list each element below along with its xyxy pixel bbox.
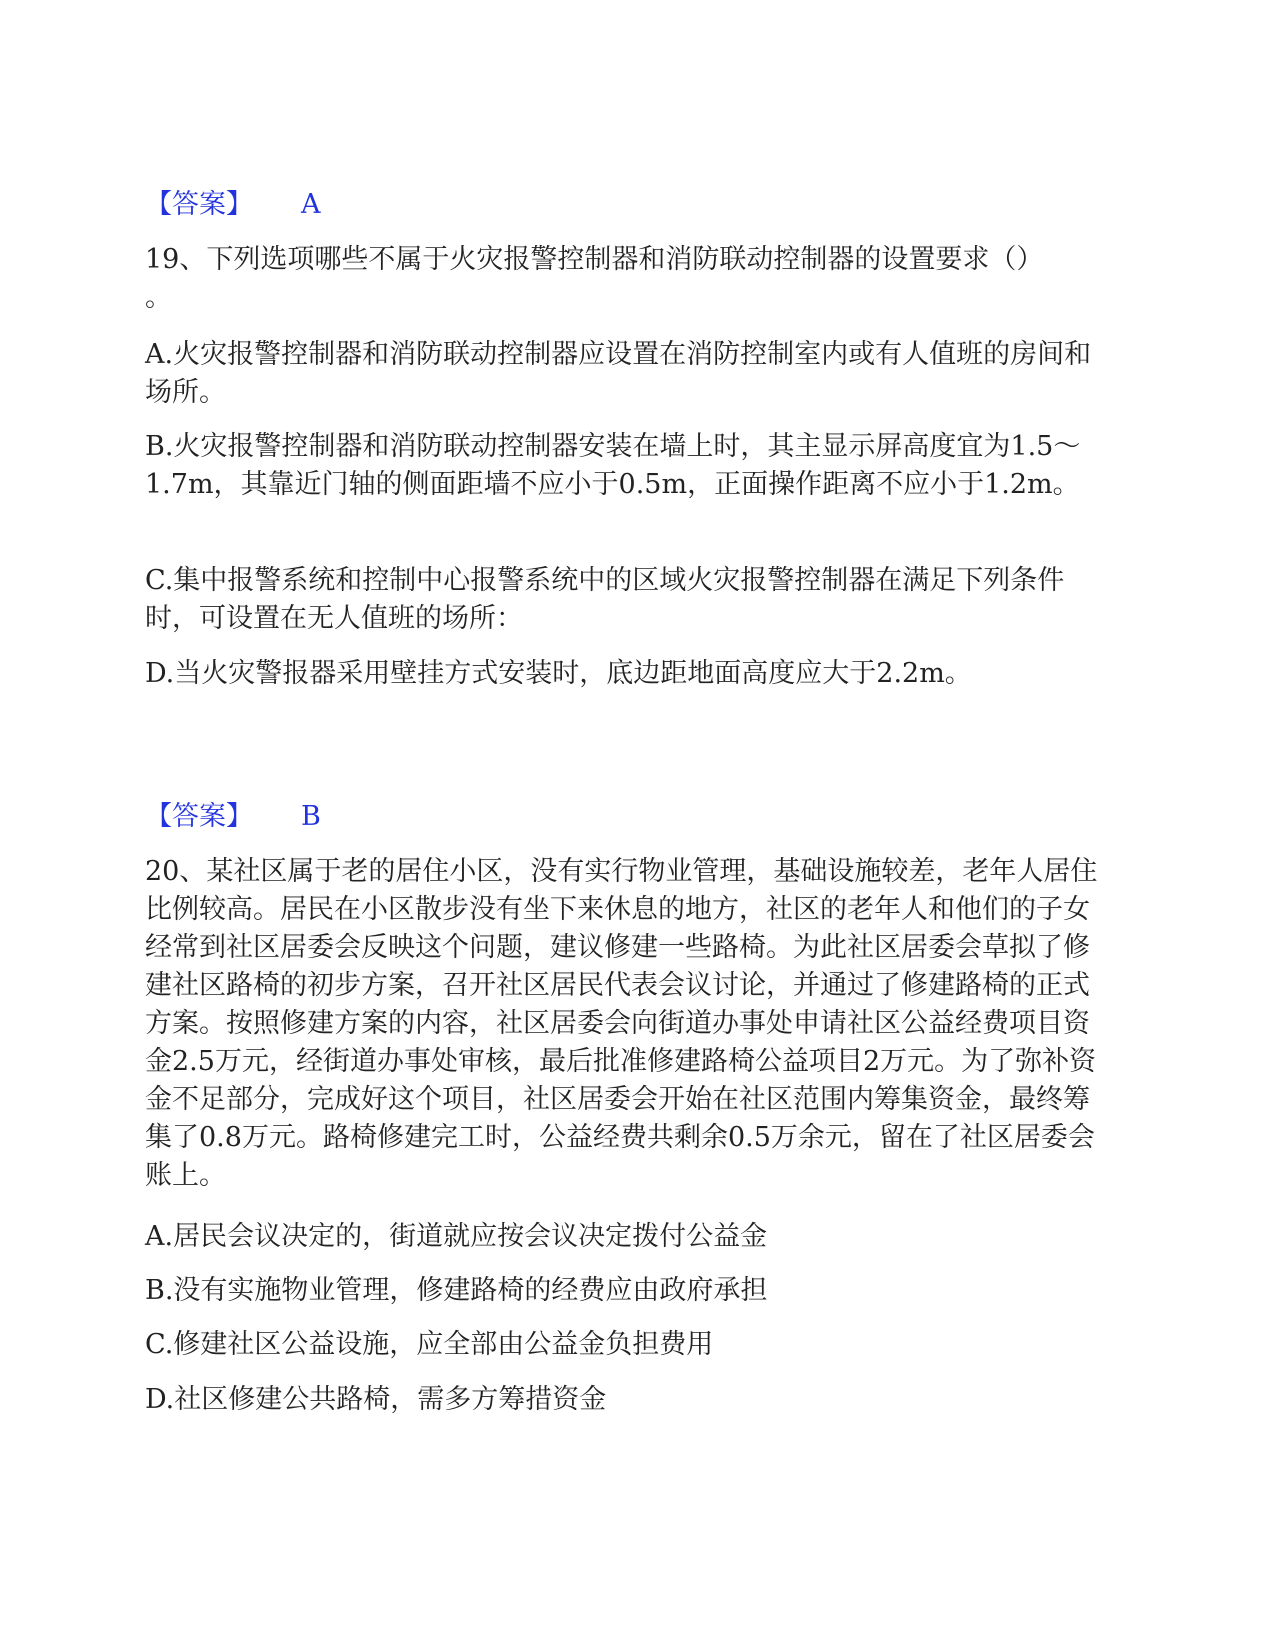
answer-line-q19 [145, 800, 321, 834]
question-20-option-c: C.修建社区公益设施，应全部由公益金负担费用 [145, 1329, 714, 1360]
question-19-option-c: C.集中报警系统和控制中心报警系统中的区域火灾报警控制器在满足下列条件时，可设置在无人值班的场所： [145, 565, 1065, 634]
question-19-option-b: B.火灾报警控制器和消防联动控制器安装在墙上时，其主显示屏高度宜为1.5～1.7m，其靠近门轴的侧面距墙不应小于0.5m，正面操作距离不应小于1.2m。 [145, 431, 1081, 500]
question-20-stem: 20、某社区属于老的居住小区，没有实行物业管理，基础设施较差，老年人居住比例较高。居民在小区散步没有坐下来休息的地方，社区的老年人和他们的子女经常到社区居委会反映这个问题，建议修建一些路椅。为此社区居委会草拟了修建社区路椅的初步方案，召开社区居民代表会议讨论，并通过了修建路椅的正式方案。按照修建方案的内容，社区居委会向街道办事处申请社区公益经费项目资金2.5万元，经街道办事处审核，最后批准修建路椅公益项目2万元。为了弥补资金不足部分，完成好这个项目，社区居委会开始在社区范围内筹集资金，最终筹集了0.8万元。路椅修建完工时，公益经费共剩余0.5万余元，留在了社区居委会账上。 [145, 856, 1098, 1191]
question-19-stem-line1: 19、下列选项哪些不属于火灾报警控制器和消防联动控制器的设置要求（） [145, 244, 1044, 275]
answer-label: 【答案】 [145, 189, 253, 220]
question-19-option-a: A.火灾报警控制器和消防联动控制器应设置在消防控制室内或有人值班的房间和场所。 [145, 339, 1092, 408]
question-19-option-d: D.当火灾警报器采用壁挂方式安装时，底边距地面高度应大于2.2m。 [145, 658, 972, 689]
answer-label: 【答案】 [145, 801, 253, 832]
question-20-option-d: D.社区修建公共路椅，需多方筹措资金 [145, 1384, 607, 1415]
answer-line-q18 [145, 188, 321, 222]
question-19-stem [145, 241, 1115, 317]
question-20-option-b: B.没有实施物业管理，修建路椅的经费应由政府承担 [145, 1275, 768, 1306]
question-20-option-a: A.居民会议决定的，街道就应按会议决定拨付公益金 [145, 1221, 768, 1252]
question-19-stem-line2: 。 [145, 282, 172, 313]
answer-letter: B [301, 801, 321, 832]
answer-letter: A [301, 189, 321, 220]
